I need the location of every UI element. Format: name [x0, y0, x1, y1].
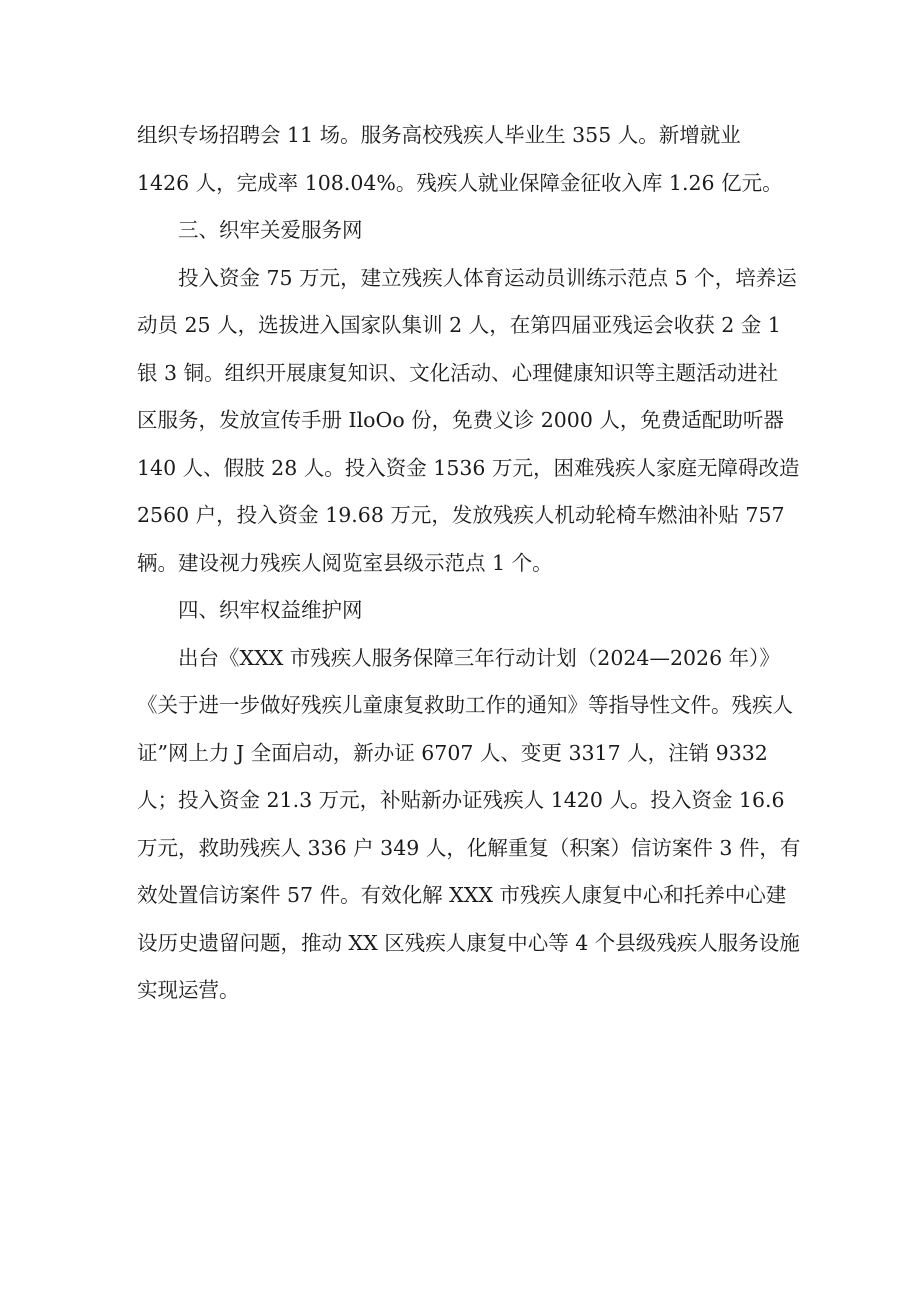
- section-heading: 三、织牢关爱服务网: [178, 218, 363, 242]
- document-body: [137, 112, 801, 1015]
- paragraph-line: 投入资金 75 万元，建立残疾人体育运动员训练示范点 5 个，培养运: [178, 265, 797, 290]
- paragraph-line: 人；投入资金 21.3 万元，补贴新办证残疾人 1420 人。投入资金 16.6: [137, 788, 785, 812]
- paragraph-line: 出台《XXX 市残疾人服务保障三年行动计划（2024—2026 年）》: [178, 645, 780, 670]
- paragraph-line: 《关于进一步做好残疾儿童康复救助工作的通知》等指导性文件。残疾人: [137, 693, 793, 717]
- paragraph-line: 实现运营。: [137, 978, 240, 1002]
- section-heading: 四、织牢权益维护网: [178, 598, 363, 622]
- paragraph-line: 银 3 铜。组织开展康复知识、文化活动、心理健康知识等主题活动进社: [137, 360, 779, 385]
- paragraph-line: 证”网上力 J 全面启动，新办证 6707 人、变更 3317 人，注销 9332: [137, 740, 768, 765]
- paragraph-line: 效处置信访案件 57 件。有效化解 XXX 市残疾人康复中心和托养中心建: [137, 883, 787, 907]
- paragraph-line: 万元，救助残疾人 336 户 349 人，化解重复（积案）信访案件 3 件，有: [137, 835, 801, 860]
- paragraph-line: 设历史遗留问题，推动 XX 区残疾人康复中心等 4 个县级残疾人服务设施: [137, 930, 800, 955]
- paragraph-line: 区服务，发放宣传手册 IloOo 份，免费义诊 2000 人，免费适配助听器: [137, 408, 784, 432]
- paragraph-line: 辆。建设视力残疾人阅览室县级示范点 1 个。: [137, 550, 553, 575]
- paragraph-line: 动员 25 人，选拔进入国家队集训 2 人，在第四届亚残运会收获 2 金 1: [137, 313, 781, 337]
- paragraph-line: 组织专场招聘会 11 场。服务高校残疾人毕业生 355 人。新增就业: [137, 123, 741, 147]
- paragraph-line: 2560 户，投入资金 19.68 万元，发放残疾人机动轮椅车燃油补贴 757: [137, 503, 785, 527]
- paragraph-line: 140 人、假肢 28 人。投入资金 1536 万元，困难残疾人家庭无障碍改造: [137, 455, 800, 480]
- paragraph-line: 1426 人，完成率 108.04%。残疾人就业保障金征收入库 1.26 亿元。: [137, 170, 783, 195]
